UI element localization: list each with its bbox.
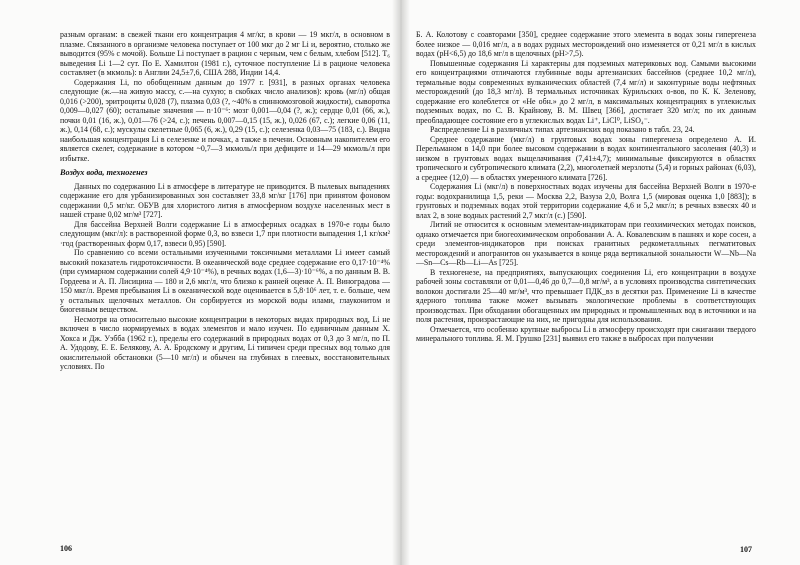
left-paragraph-4: Для бассейна Верхней Волги содержание Li в атмосферных осадках в 1970-е годы было следующим (мкг/л): в растворенной форме 0,3, во взвеси 1,7 при плотности выпадения 1,1 кг/км² ·год (растворенных форм 0,17, взвеси 0,95) [590]. — [60, 219, 390, 248]
right-paragraph-1: Б. А. Колотову с соавторами [350], среднее содержание этого элемента в водах зоны гипергенеза более низкое — 0,016 мг/л, а в водах рудных месторождений оно изменяется от 0,21 мг/л в кислых водах (pH<6,5) до 18,6 мг/л в щелочных (pH>7,5). — [416, 30, 756, 58]
right-paragraph-3: Распределение Li в различных типах артезианских вод показано в табл. 23, 24. — [430, 125, 695, 134]
left-page — [60, 30, 390, 550]
right-paragraph-5: Содержания Li (мкг/л) в поверхностных водах изучены для бассейна Верхней Волги в 1970-е годы: водохранилища 1,5, реки — Москва 2,2, Вазуза 2,0, Волга 1,5 (мировая оценка 1,0 [883]); в грунтовых и подземных водах этой территории содержание 4,6 и 5,2 мкг/л; в речных взвесях 40 и влах 2, в зоне водных растений 2,7 мкг/л (с.) [590]. — [416, 182, 756, 220]
section-heading: Воздух вода, техногенез — [60, 168, 148, 177]
left-paragraph-2: Содержания Li, по обобщенным данным до 1977 г. [931], в разных органах человека следующие (ж.—на живую массу, с.—на сухую; в скобках число анализов): кровь (мг/л) общая 0,016 (>200), эритроциты 0,028 (7), плазма 0,03 (?, ~40% в спинномозговой жидкости), сыворотка 0,009—0,027 (60); остальные значения — n·10⁻⁶: мозг 0,001—0,04 (?, ж.); сердце 0,01 (66, ж.), почки 0,01 (16, ж.), 0,01—76 (>24, с.); печень 0,007—0,15 (15, ж.), 0,026 (67, с.); легкие 0,06 (11, ж.), 0,14 (68, с.); мускулы скелетные 0,065 (6, ж.), 0,29 (15, с.); селезенка 0,03—75 (183, с.). Видна наибольшая концентрация Li в селезенке и почках, а также в печени. Основным накопителем его является скелет, содержание в котором ~0,7—3 мкмоль/л при дефиците и 14—29 мкмоль/л при избытке. — [60, 77, 390, 163]
left-paragraph-1: разным органам: в свежей ткани его концентрация 4 мг/кг, в крови — 19 мкг/л, в основном в плазме. Связанного в организме человека поступает от 100 мкг до 2 мг Li и, вероятно, столько же выводится (95% с мочой). Больше Li поступает в рацион с черным, чем с белым, хлебом [512]. T₆ выведения Li 1—2 сут. По Е. Хамилтон (1981 г.), суточное поступление Li в рационе человека составляет (в мкмоль): в Англии 24,5±7,6, США 288, Индии 14,4. — [60, 30, 390, 77]
left-page-number: 106 — [60, 544, 72, 553]
right-paragraph-2: Повышенные содержания Li характерны для подземных материковых вод. Самыми высокими его концентрациями отличаются глубинные воды артезианских бассейнов (среднее 10,2 мг/л), термальные воды современных вулканических областей (7,4 мг/л) и законтурные воды нефтяных месторождений (до 18,3 мг/л). В термальных источниках Курильских о-вов, по К. К. Зеленову, содержание его колеблется от «Не обн.» до 2 мг/л, в максимальных концентрациях в углекислых подземных водах, по С. В. Крайнову, В. М. Швец [366], достигает 320 мг/л; по их данным преобладающее состояние его в углекислых водах Li⁺, LiCl⁰, LiSO₄⁻. — [416, 58, 756, 125]
left-paragraph-6: Несмотря на относительно высокие концентрации в некоторых видах природных вод, Li не включен в число нормируемых в водах элементов и мало изучен. По единичным данным Х. Хокса и Дж. Уэбба (1962 г.), пределы его содержаний в природных водах от 0,3 до 3 мг/л, по П. А. Удодову, Е. Е. Белякову, А. А. Бродскому и другим, Li типичен среди пресных вод только для окислительной обстановки (5—10 мг/л) и обычен на глубинах в глеевых, восстановительных условиях. По — [60, 314, 390, 371]
left-paragraph-3: Данных по содержанию Li в атмосфере в литературе не приводится. В пылевых выпадениях содержание его для урбанизированных зон составляет 33,8 мг/кг [176] при принятом фоновом содержании 0,5 мг/кг. ОБУВ для хлористого лития в атмосферном воздухе населенных мест в нашей стране 0,02 мг/м³ [727]. — [60, 181, 390, 219]
right-page — [416, 30, 756, 550]
book-gutter — [392, 0, 410, 565]
left-paragraph-5: По сравнению со всеми остальными изученными токсичными металлами Li имеет самый высокий показатель гидротоксичности. В океанической воде среднее содержание его 0,17·10⁻⁴% (при суммарном содержании солей 4,9·10⁻⁴%), в речных водах (1,6—3)·10⁻⁶%, а по данным В. В. Гордеева и А. П. Лисицина — 180 и 2,6 мкг/л, что близко к ранней оценке А. П. Виноградова — 150 мкг/л. Время пребывания Li в океанической воде оценивается в 5,8·10⁶ лет, т. е. больше, чем у остальных щелочных металлов. Он сорбируется из морской воды илами, глауконитом и биогенным веществом. — [60, 248, 390, 314]
right-paragraph-6: Литий не относится к основным элементам-индикаторам при геохимических методах поисков, однако отмечается при биогеохимическом опробовании А. А. Ковалевским в пашнях и коре сосен, а среди элементов-индикаторов при поисках гранитных редкометалльных пегматитовых месторождений и апогранитов он указывается в конце ряда вертикальной зональности W—Nb—Na—Sn—Cs—Rb—Li—As [725]. — [416, 220, 756, 267]
right-page-number: 107 — [740, 545, 752, 554]
right-paragraph-4: Среднее содержание (мкг/л) в грунтовых водах зоны гипергенеза определено А. И. Перельманом в 14,0 при более высоком содержании в водах континентального засоления (40,3) и низком в грунтовых водах выщелачивания (7,41±4,7); минимальные фиксируются в областях тропического и субтропического климата (2,2), многолетней мерзлоты (5,4) и горных районах (6,03), а среднее (12,0) — в областях умеренного климата [726]. — [416, 134, 756, 182]
right-paragraph-7: В техногенезе, на предприятиях, выпускающих соединения Li, его концентрации в воздухе рабочей зоны составляли от 0,01—0,46 до 0,7—0,8 мг/м³, а в условиях производства синтетических волокон достигали 25—40 мг/м³, что превышает ПДК_вз в десятки раз. Применение Li в качестве ядерного топлива также может вызывать экологические проблемы в соответствующих производствах. При обходании обогащенных им природных и промышленных вод в источники и на поля растения, произрастающие на них, не пригодны для использования. — [416, 267, 756, 324]
right-paragraph-8: Отмечается, что особенно крупные выбросы Li в атмосферу происходят при сжигании твердого минерального топлива. Я. М. Грушко [231] выявил его также в выбросах при получении — [416, 324, 756, 343]
